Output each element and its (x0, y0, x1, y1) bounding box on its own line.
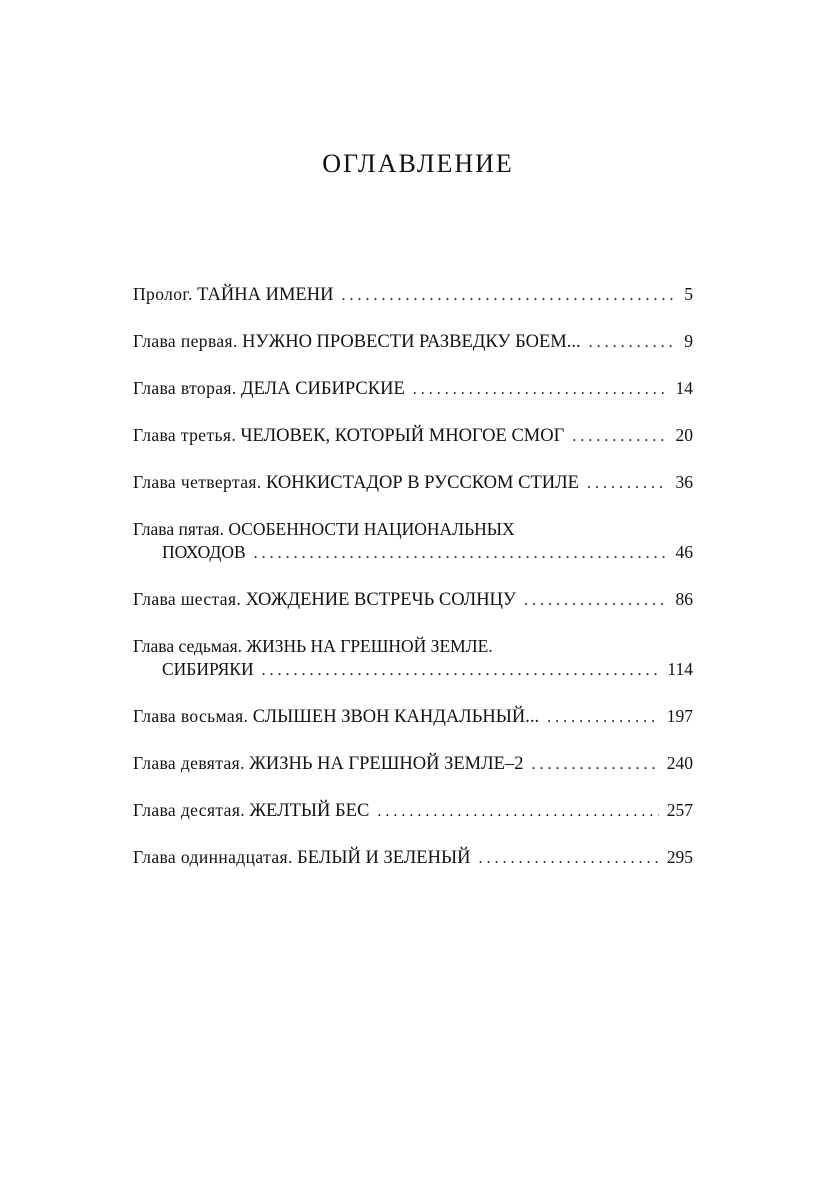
toc-entry-title: ДЕЛА СИБИРСКИЕ (241, 379, 405, 399)
dot-leader (547, 706, 659, 729)
toc-entry-title: БЕЛЫЙ И ЗЕЛЕНЫЙ (297, 848, 471, 868)
toc-entry-label: Глава четвертая. (133, 472, 262, 492)
toc-entry-lead (133, 588, 516, 612)
dot-leader (262, 659, 660, 682)
toc-entry-page: 86 (675, 589, 693, 609)
toc-entry-title: НУЖНО ПРОВЕСТИ РАЗВЕДКУ БОЕМ... (242, 332, 581, 352)
toc-entry-lead (133, 377, 405, 401)
toc-entry-title: ОСОБЕННОСТИ НАЦИОНАЛЬНЫХ (228, 519, 515, 539)
toc-list (133, 283, 693, 893)
toc-entry-title: ЖИЗНЬ НА ГРЕШНОЙ ЗЕМЛЕ. (246, 636, 493, 656)
toc-entry-page: 257 (666, 800, 693, 820)
toc-entry-title: ХОЖДЕНИЕ ВСТРЕЧЬ СОЛНЦУ (245, 590, 517, 610)
dot-leader (377, 800, 658, 823)
toc-entry-title: СЛЫШЕН ЗВОН КАНДАЛЬНЫЙ... (252, 707, 540, 727)
toc-entry-chapter-11[interactable] (133, 846, 693, 870)
toc-entry-lead (133, 846, 470, 870)
toc-entry-chapter-7[interactable] (133, 635, 693, 682)
toc-entry-continuation (133, 541, 693, 565)
toc-entry-title: ЖЕЛТЫЙ БЕС (249, 801, 370, 821)
toc-entry-page: 114 (667, 659, 693, 679)
dot-leader (531, 753, 658, 776)
dot-leader (254, 542, 668, 565)
toc-entry-chapter-5[interactable] (133, 518, 693, 565)
toc-entry-label: Глава одиннадцатая. (133, 847, 293, 867)
toc-entry-label: Глава первая. (133, 331, 238, 351)
page-title: ОГЛАВЛЕНИЕ (322, 149, 514, 178)
toc-entry-label: Глава девятая. (133, 753, 245, 773)
toc-entry-page: 9 (684, 331, 693, 351)
toc-entry-chapter-2[interactable] (133, 377, 693, 401)
toc-entry-page: 197 (666, 706, 693, 726)
toc-entry-lead (133, 518, 693, 541)
toc-entry-lead (133, 424, 564, 448)
dot-leader (589, 331, 677, 354)
toc-entry-page: 240 (666, 753, 693, 773)
toc-entry-label: Глава третья. (133, 425, 237, 445)
toc-entry-lead (133, 330, 581, 354)
dot-leader (341, 284, 676, 307)
toc-entry-label: Пролог. (133, 284, 193, 304)
toc-entry-chapter-8[interactable] (133, 705, 693, 729)
dot-leader (524, 589, 667, 612)
toc-entry-page: 20 (675, 425, 693, 445)
toc-entry-lead (133, 635, 693, 658)
toc-entry-continuation (133, 658, 693, 682)
toc-entry-page: 14 (675, 378, 693, 398)
toc-entry-page: 36 (675, 472, 693, 492)
toc-entry-page: 295 (666, 847, 693, 867)
toc-entry-chapter-4[interactable] (133, 471, 693, 495)
toc-entry-label: Глава шестая. (133, 589, 242, 609)
toc-entry-lead (133, 705, 539, 729)
toc-entry-chapter-3[interactable] (133, 424, 693, 448)
dot-leader (587, 472, 668, 495)
toc-entry-title: ЧЕЛОВЕК, КОТОРЫЙ МНОГОЕ СМОГ (240, 426, 565, 446)
toc-entry-title: ЖИЗНЬ НА ГРЕШНОЙ ЗЕМЛЕ–2 (249, 754, 524, 774)
toc-entry-title: КОНКИСТАДОР В РУССКОМ СТИЛЕ (265, 473, 579, 493)
toc-entry-title-cont: СИБИРЯКИ (162, 659, 254, 679)
toc-entry-lead (133, 283, 333, 307)
toc-entry-chapter-1[interactable] (133, 330, 693, 354)
dot-leader (572, 425, 667, 448)
toc-entry-label: Глава десятая. (133, 800, 246, 820)
toc-entry-chapter-9[interactable] (133, 752, 693, 776)
toc-entry-lead (133, 471, 579, 495)
dot-leader (413, 378, 668, 401)
toc-entry-page: 46 (675, 542, 693, 562)
toc-entry-prologue[interactable] (133, 283, 693, 307)
toc-entry-lead (133, 799, 369, 823)
toc-entry-chapter-10[interactable] (133, 799, 693, 823)
toc-entry-title-cont: ПОХОДОВ (162, 542, 246, 562)
toc-entry-label: Глава восьмая. (133, 706, 249, 726)
dot-leader (478, 847, 658, 870)
toc-entry-page: 5 (684, 284, 693, 304)
toc-entry-title: ТАЙНА ИМЕНИ (197, 285, 334, 305)
toc-entry-label: Глава вторая. (133, 378, 237, 398)
toc-entry-label: Глава пятая. (133, 519, 224, 539)
toc-entry-label: Глава седьмая. (133, 636, 243, 656)
toc-entry-lead (133, 752, 523, 776)
toc-entry-chapter-6[interactable] (133, 588, 693, 612)
